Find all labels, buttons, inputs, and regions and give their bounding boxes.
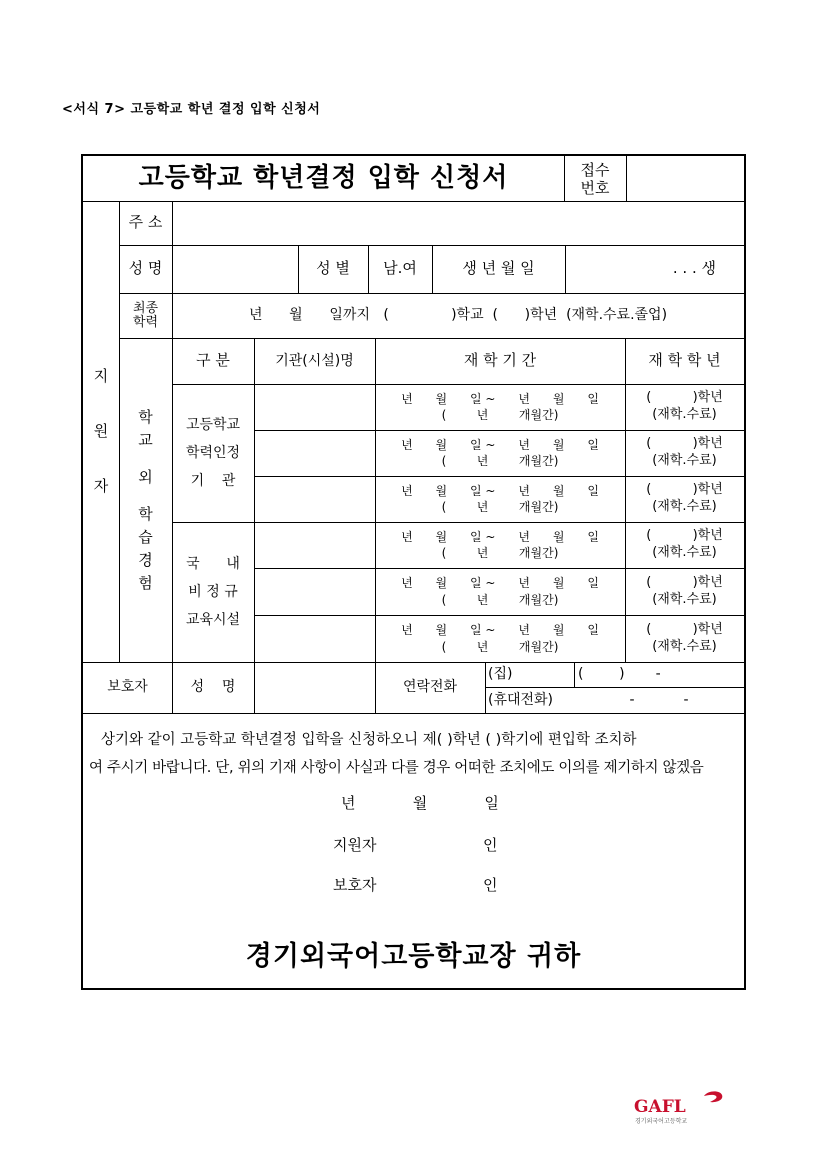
period-field-6[interactable]	[375, 615, 625, 662]
addressee: 경기외국어고등학교장 귀하	[245, 941, 582, 972]
period-line-2: ( 년 개월간)	[441, 408, 559, 422]
institution-field-2[interactable]	[254, 430, 375, 476]
grade-line-1: ( )학년	[646, 482, 723, 498]
group2-line-3: 교육시설	[185, 612, 241, 628]
statement-line-2: 여 주시기 바랍니다. 단, 위의 기재 사항이 사실과 다를 경우 어떠한 조치에도 이의를 제기하지 않겠음	[89, 760, 704, 776]
grade-line-2: (재학.수료)	[652, 407, 717, 422]
receipt-number-field[interactable]	[626, 156, 744, 201]
receipt-number-label	[564, 156, 626, 201]
outside-char-5: 습	[138, 527, 153, 546]
receipt-label-2: 번호	[580, 178, 610, 197]
period-line-1: 년 월 일 ~ 년 월 일	[401, 576, 599, 591]
period-line-2: ( 년 개월간)	[441, 639, 559, 654]
form-caption: <서식 7> 고등학교 학년 결정 입학 신청서	[62, 102, 321, 117]
group1-line-3: 기 관	[190, 473, 236, 489]
guardian-sign-label: 보호자	[333, 876, 377, 894]
home-phone-field[interactable]: ( ) -	[578, 666, 661, 683]
outside-char-7: 험	[138, 573, 153, 592]
period-field-3[interactable]	[375, 476, 625, 522]
period-field-1[interactable]	[375, 384, 625, 430]
applicant-sign-label: 지원자	[333, 836, 377, 854]
period-field-5[interactable]	[375, 568, 625, 615]
period-line-1: 년 월 일 ~ 년 월 일	[401, 623, 599, 638]
group2-line-2: 비 정 규	[188, 584, 238, 600]
school-logo-icon	[634, 1090, 726, 1126]
grade-line-2: (재학.수료)	[652, 591, 717, 607]
mobile-phone-label: (휴대전화)	[488, 691, 554, 708]
address-field[interactable]	[172, 201, 744, 245]
group1-line-1: 고등학교	[185, 417, 241, 433]
address-label: 주 소	[128, 213, 163, 232]
institution-field-3[interactable]	[254, 476, 375, 522]
final-education-field[interactable]: 년 월 일까지 ( )학교 ( )학년 (재학.수료.졸업)	[248, 307, 668, 324]
grade-field-1[interactable]	[625, 384, 744, 430]
period-line-1: 년 월 일 ~ 년 월 일	[401, 437, 599, 452]
col-grade-header: 재 학 학 년	[648, 351, 721, 370]
period-line-2: ( 년 개월간)	[441, 592, 559, 607]
school-logo	[634, 1090, 726, 1126]
period-line-1: 년 월 일 ~ 년 월 일	[401, 391, 599, 406]
grade-line-1: ( )학년	[646, 528, 723, 544]
applicant-char-3: 자	[93, 477, 109, 495]
guardian-name-field[interactable]	[254, 662, 375, 713]
period-line-1: 년 월 일 ~ 년 월 일	[401, 529, 599, 544]
receipt-label-1: 접수	[580, 160, 610, 179]
home-phone-label: (집)	[488, 666, 513, 683]
outside-char-1: 학	[138, 407, 153, 426]
institution-field-4[interactable]	[254, 522, 375, 568]
applicant-section-label	[83, 201, 119, 662]
final-education-label-1: 최종	[132, 300, 159, 316]
period-line-1: 년 월 일 ~ 년 월 일	[401, 483, 599, 498]
statement-line-1: 상기와 같이 고등학교 학년결정 입학을 신청하오니 제( )학년 ( )학기에 편입학 조치하	[101, 732, 637, 748]
outside-char-6: 경	[138, 550, 153, 569]
application-form	[81, 154, 746, 990]
birth-field[interactable]: . . . 생	[672, 259, 716, 278]
grade-field-5[interactable]	[625, 568, 744, 615]
institution-field-6[interactable]	[254, 615, 375, 662]
grade-field-4[interactable]	[625, 522, 744, 568]
name-field[interactable]	[172, 245, 298, 293]
outside-learning-label	[119, 338, 172, 662]
date-line[interactable]: 년 월 일	[341, 794, 499, 812]
gender-label: 성 별	[316, 259, 350, 278]
institution-field-5[interactable]	[254, 568, 375, 615]
grade-line-2: (재학.수료)	[652, 545, 717, 560]
form-title: 고등학교 학년결정 입학 신청서	[138, 162, 509, 193]
group1-line-2: 학력인정	[185, 445, 241, 461]
group-domestic-informal	[172, 522, 254, 662]
period-line-2: ( 년 개월간)	[441, 546, 559, 560]
period-line-2: ( 년 개월간)	[441, 454, 559, 468]
group2-line-1: 국 내	[186, 556, 240, 572]
col-institution-header: 기관(시설)명	[275, 352, 354, 369]
logo-swoosh-icon	[704, 1091, 722, 1102]
institution-field-1[interactable]	[254, 384, 375, 430]
grade-line-1: ( )학년	[646, 436, 723, 452]
contact-label: 연락전화	[402, 679, 458, 696]
period-line-2: ( 년 개월간)	[441, 500, 559, 514]
group-high-school-equivalent	[172, 384, 254, 522]
birth-label: 생 년 월 일	[462, 259, 535, 278]
col-type-header: 구 분	[196, 351, 230, 370]
applicant-char-1: 지	[93, 367, 109, 385]
grade-field-3[interactable]	[625, 476, 744, 522]
grade-line-1: ( )학년	[646, 390, 723, 406]
applicant-char-2: 원	[93, 422, 109, 440]
name-label: 성 명	[128, 259, 163, 278]
mobile-phone-field[interactable]: - -	[629, 691, 689, 708]
grade-field-2[interactable]	[625, 430, 744, 476]
logo-text: GAFL	[634, 1097, 686, 1117]
period-field-2[interactable]	[375, 430, 625, 476]
applicant-seal[interactable]: 인	[483, 836, 498, 854]
outside-char-3: 외	[138, 467, 153, 486]
grade-line-2: (재학.수료)	[652, 499, 717, 514]
grade-field-6[interactable]	[625, 615, 744, 662]
guardian-seal[interactable]: 인	[483, 876, 498, 894]
period-field-4[interactable]	[375, 522, 625, 568]
outside-char-4: 학	[138, 504, 153, 523]
grade-line-1: ( )학년	[646, 574, 723, 590]
grade-line-2: (재학.수료)	[652, 638, 717, 654]
guardian-label: 보호자	[107, 679, 148, 696]
grade-line-1: ( )학년	[646, 621, 723, 637]
gender-value[interactable]: 남.여	[383, 259, 417, 278]
logo-subtext: 경기외국어고등학교	[635, 1118, 688, 1125]
col-period-header: 재 학 기 간	[463, 351, 537, 370]
guardian-name-label: 성 명	[190, 679, 236, 696]
final-education-label	[119, 293, 172, 338]
grade-line-2: (재학.수료)	[652, 453, 717, 468]
outside-char-2: 교	[138, 430, 153, 449]
final-education-label-2: 학력	[132, 314, 159, 330]
statement-text	[83, 726, 744, 782]
